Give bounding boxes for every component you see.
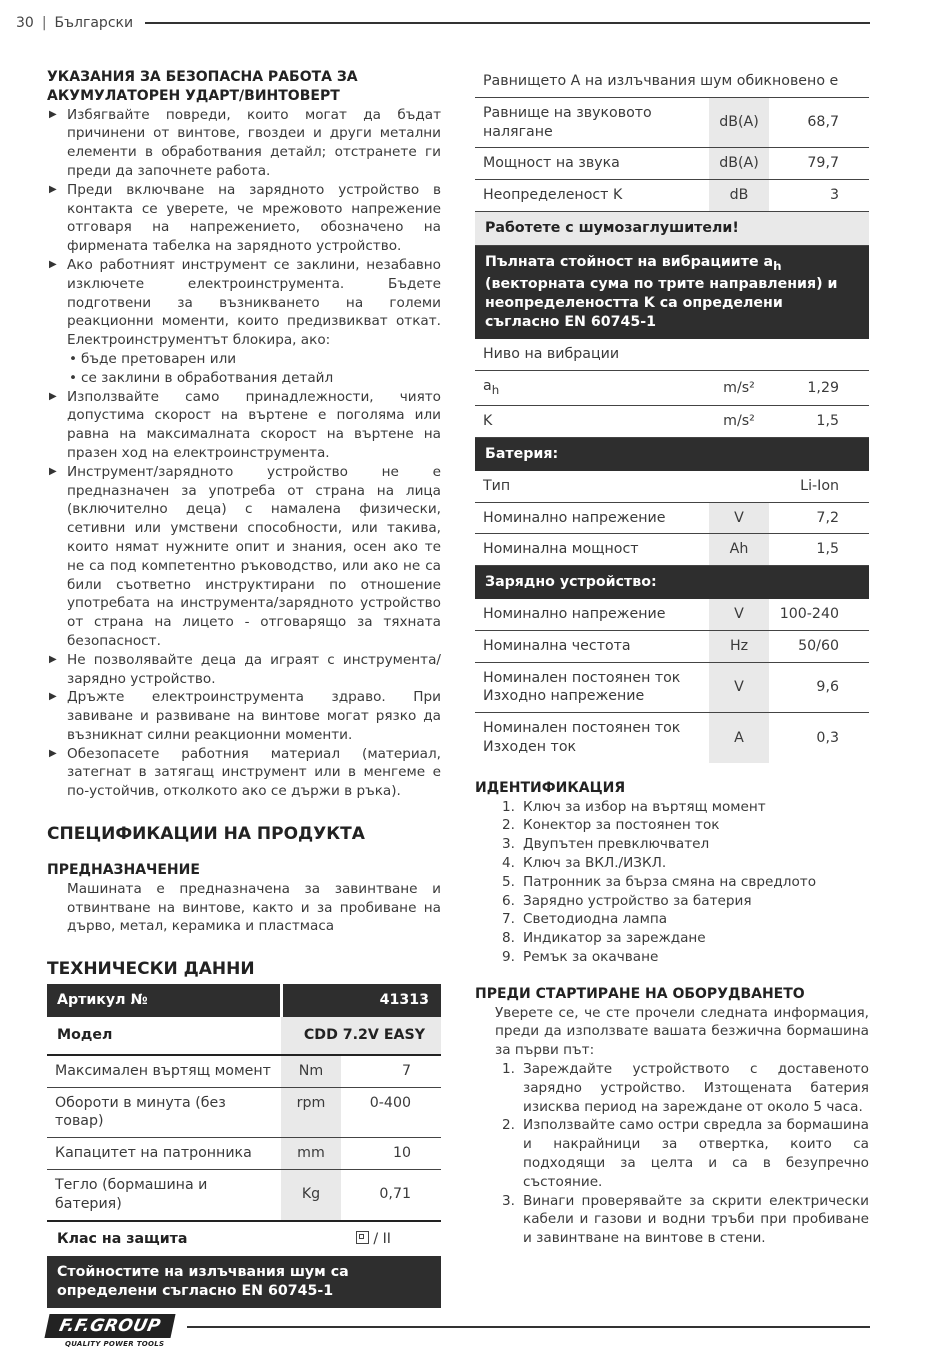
- charger-row: [475, 713, 869, 763]
- double-insulation-icon: [356, 1231, 369, 1244]
- protection-value-cell: [281, 1221, 441, 1257]
- charger-row-unit: A: [709, 713, 769, 763]
- tech-row-value: 0,71: [341, 1170, 441, 1221]
- tech-row-label: Капацитет на патронника: [47, 1138, 281, 1170]
- battery-row-value: 1,5: [769, 534, 869, 566]
- noise-note-row: [475, 68, 869, 97]
- noise-row: [475, 148, 869, 180]
- tech-row-unit: Nm: [281, 1055, 341, 1087]
- battery-row-value: Li-Ion: [769, 471, 869, 502]
- before-item-text: Използвайте само остри свредла за бормашина и накрайници за отвертка, които са подходящи за целта и са в безупречно състояние.: [523, 1117, 869, 1190]
- vib-symbol-sub: h: [491, 382, 500, 397]
- charger-row-unit: Hz: [709, 630, 769, 662]
- noise-header: Стойностите на излъчвания шум са определени съгласно EN 60745-1: [47, 1256, 441, 1308]
- battery-row: [475, 502, 869, 534]
- ident-item-text: Ключ за ВКЛ./ИЗКЛ.: [523, 854, 667, 871]
- right-column: [475, 68, 869, 1248]
- emissions-table: [475, 68, 869, 763]
- battery-row-label: Номинално напрежение: [475, 502, 709, 534]
- left-column: [47, 68, 441, 1308]
- vibration-level-row: [475, 339, 869, 370]
- before-item-text: Винаги проверявайте за скрити електрически кабели и газови и водни тръби при пробиване и завинтване на винтове в стени.: [523, 1192, 869, 1247]
- battery-row-unit: V: [709, 502, 769, 534]
- header-separator: |: [41, 15, 47, 31]
- ident-item: 3. Двупътен превключвател: [502, 836, 710, 853]
- charger-row: [475, 599, 869, 630]
- logo-text: F.F.GROUP: [44, 1314, 175, 1338]
- safety-item: ▶ Дръжте електроинструмента здраво. При завиване и развиване на винтове могат рязко да възникнат силни реакционни моменти.: [47, 688, 441, 744]
- battery-row-value: 7,2: [769, 502, 869, 534]
- noise-row-label: Равнище на звуковото налягане: [475, 97, 709, 148]
- tech-row-value: 0-400: [341, 1087, 441, 1138]
- tech-row: [47, 1087, 441, 1138]
- before-intro: Уверете се, че сте прочели следната информация, преди да използвате вашата безжична бормашина за първи път:: [495, 1004, 869, 1059]
- blocking-sublist: [67, 350, 441, 388]
- ident-list: [475, 798, 869, 967]
- footer-rule: [187, 1326, 870, 1328]
- noise-row-value: 3: [769, 180, 869, 212]
- ffgroup-logo: [47, 1314, 177, 1354]
- noise-row-unit: dB(A): [709, 148, 769, 180]
- vib-row-label: K: [475, 406, 709, 438]
- vib-row-unit: m/s²: [709, 406, 769, 438]
- battery-row: [475, 534, 869, 566]
- safety-item: ▶ Не позволявайте деца да играят с инструмента/ зарядно устройство.: [47, 651, 441, 689]
- noise-row-unit: dB: [709, 180, 769, 212]
- ident-item-text: Патронник за бърза смяна на свредлото: [523, 873, 817, 890]
- noise-row-value: 79,7: [769, 148, 869, 180]
- safety-item: [47, 256, 441, 388]
- safety-title: УКАЗАНИЯ ЗА БЕЗОПАСНА РАБОТА ЗА АКУМУЛАТОРЕН УДАРТ/ВИНТОВЕРТ: [47, 69, 358, 104]
- noise-row: [475, 180, 869, 212]
- ident-title: ИДЕНТИФИКАЦИЯ: [475, 779, 626, 796]
- vib-row-value: 1,29: [769, 370, 869, 406]
- tech-row-label: Обороти в минута (без товар): [47, 1087, 281, 1138]
- sub-item: • бъде претоварен или: [67, 350, 441, 369]
- noise-row-label: Мощност на звука: [475, 148, 709, 180]
- page-header: [16, 10, 870, 36]
- tech-row-unit: rpm: [281, 1087, 341, 1138]
- charger-header-row: [475, 566, 869, 599]
- article-value: 41313: [281, 984, 441, 1017]
- tech-row-unit: mm: [281, 1138, 341, 1170]
- before-item: 1. Зареждайте устройството с доставеното зарядно устройство. Изтощената батерия изисква период на зареждане от около 5 часа.: [502, 1060, 869, 1115]
- model-value: CDD 7.2V EASY: [281, 1017, 441, 1055]
- battery-header: Батерия:: [475, 438, 869, 471]
- safety-item-text: Ако работният инструмент се заклини, незабавно изключете електроинструмента. Бъдете подготвени за възникването на големи реакционни моменти, които предизвикват откат. Електроинструментът блокира, ако:: [67, 256, 441, 349]
- vib-row-label: [475, 370, 709, 406]
- safety-item: ▶ Избягвайте повреди, които могат да бъдат причинени от винтове, гвоздеи и други метални елементи в обработвания детайл; отстранете ги преди да започнете работа.: [47, 106, 441, 181]
- protection-row: [47, 1221, 441, 1257]
- charger-row-label: Номинален постоянен ток Изходен ток: [483, 720, 681, 755]
- before-list: [475, 1060, 869, 1248]
- vib-row-value: 1,5: [769, 406, 869, 438]
- protection-label: Клас на защита: [57, 1230, 188, 1247]
- charger-row-value: 9,6: [769, 662, 869, 713]
- ident-item: 5. Патронник за бърза смяна на свредлото: [502, 873, 817, 890]
- noise-note: Равнището А на излъчвания шум обикновено е: [475, 68, 869, 97]
- safety-item: ▶ Преди включване на зарядното устройство в контакта се уверете, че мрежовото напрежение отговаря на напрежението, обозначено на фирмената табелка на зарядното устройство.: [47, 181, 441, 256]
- article-row: [47, 984, 441, 1017]
- model-label: Модел: [47, 1017, 281, 1055]
- charger-row-value: 100-240: [769, 599, 869, 630]
- vib-row-unit: m/s²: [709, 370, 769, 406]
- tech-row-label: Тегло (бормашина и батерия): [47, 1170, 281, 1221]
- tech-row: [47, 1170, 441, 1221]
- ear-protection: Работете с шумозаглушители!: [475, 211, 869, 245]
- before-item-text: Зареждайте устройството с доставеното зарядно устройство. Изтощената батерия изисква период на зареждане от около 5 часа.: [523, 1060, 869, 1115]
- charger-row-value: 0,3: [816, 729, 839, 746]
- vib-symbol: a: [483, 377, 492, 394]
- battery-header-row: [475, 438, 869, 471]
- ident-item: 2. Конектор за постоянен ток: [502, 817, 720, 834]
- ident-item: 7. Светодиодна лампа: [502, 911, 668, 928]
- ident-item: 8. Индикатор за зареждане: [502, 930, 706, 947]
- before-title: ПРЕДИ СТАРТИРАНЕ НА ОБОРУДВАНЕТО: [475, 985, 805, 1002]
- protection-value: / II: [373, 1230, 391, 1247]
- safety-item: ▶ Инструмент/зарядното устройство не е предназначен за употреба от страна на лица (включително деца) с намалена физически, сетивни или умствени способности, или такива, които нямат нужните опит и знания, осен ако те не са под компетентно ръководство, или ако не са били съответно инструктирани по отношение употребата на инструмента/зарядното устройство от страна на лицето - отговарящо за тяхната безопасност.: [47, 463, 441, 651]
- battery-row-label: Тип: [475, 471, 709, 502]
- logo-tagline: QUALITY POWER TOOLS: [65, 1340, 165, 1348]
- ident-item-text: Ремък за окачване: [523, 948, 659, 965]
- ident-item-text: Ключ за избор на въртящ момент: [523, 798, 766, 815]
- battery-row-label: Номинална мощност: [475, 534, 709, 566]
- noise-row-unit: dB(A): [709, 97, 769, 148]
- charger-row-label: Номинален постоянен ток Изходно напрежение: [475, 662, 709, 713]
- before-item: 3. Винаги проверявайте за скрити електрически кабели и газови и водни тръби при пробиване и завинтване на винтове в стени.: [502, 1192, 869, 1247]
- purpose-text: Машината е предназначена за завинтване и отвинтване на винтове, както и за пробиване на дърво, метал, керамика и пластмаса: [67, 880, 441, 935]
- ear-protection-row: [475, 211, 869, 245]
- tech-title: ТЕХНИЧЕСКИ ДАННИ: [47, 959, 255, 980]
- article-label: Артикул №: [47, 984, 281, 1017]
- sub-item: • се заклини в обработвания детайл: [67, 369, 441, 388]
- vib-row: [475, 370, 869, 406]
- safety-item: ▶ Използвайте само принадлежности, чиято допустима скорост на въртене е поголяма или равна на максималната скорост на въртене на празен ход на електроинструмента.: [47, 388, 441, 463]
- ident-item: 9. Ремък за окачване: [502, 948, 659, 965]
- charger-row-label: Номинално напрежение: [475, 599, 709, 630]
- ident-item-text: Светодиодна лампа: [523, 911, 668, 928]
- ident-item: 4. Ключ за ВКЛ./ИЗКЛ.: [502, 854, 667, 871]
- vibration-header: [475, 245, 869, 339]
- ident-item: 6. Зарядно устройство за батерия: [502, 892, 752, 909]
- before-item: 2. Използвайте само остри свредла за бормашина и накрайници за отвертка, които са подходящи за целта и са в безупречно състояние.: [502, 1117, 869, 1190]
- noise-header-row: [47, 1256, 441, 1308]
- page-footer: [47, 1314, 870, 1354]
- vib-row: [475, 406, 869, 438]
- tech-row-unit: Kg: [281, 1170, 341, 1221]
- specs-title: СПЕЦИФИКАЦИИ НА ПРОДУКТА: [47, 824, 365, 845]
- safety-list: [47, 106, 441, 801]
- noise-row-label: Неопределеност K: [475, 180, 709, 212]
- charger-row: [475, 630, 869, 662]
- ident-item: 1. Ключ за избор на въртящ момент: [502, 798, 766, 815]
- purpose-title: ПРЕДНАЗНАЧЕНИЕ: [47, 862, 200, 879]
- battery-row: [475, 471, 869, 502]
- vibration-level: Ниво на вибрации: [475, 339, 869, 370]
- vibration-header-part1: Пълната стойност на вибрациите a: [485, 253, 774, 270]
- model-row: [47, 1017, 441, 1055]
- page-number: 30: [16, 15, 34, 31]
- header-rule: [145, 22, 870, 24]
- safety-item: ▶ Обезопасете работния материал (материал, затегнат в затягащ инструмент или в менгеме е по-устойчив, отколкото ако се държи в ръка).: [47, 745, 441, 801]
- header-language: Български: [54, 15, 134, 31]
- ident-item-text: Двупътен превключвател: [523, 836, 710, 853]
- ident-item-text: Индикатор за зареждане: [523, 930, 706, 947]
- tech-table: [47, 984, 441, 1308]
- charger-row-unit: V: [709, 599, 769, 630]
- ident-item-text: Зарядно устройство за батерия: [523, 892, 752, 909]
- charger-row-label: Номинална честота: [475, 630, 709, 662]
- charger-row-value: 50/60: [769, 630, 869, 662]
- battery-row-unit: [709, 471, 769, 502]
- charger-row-unit: V: [709, 662, 769, 713]
- noise-row: [475, 97, 869, 148]
- tech-row: [47, 1055, 441, 1087]
- vibration-header-part2: (векторната сума по трите направления) и неопределеността K са определени съгласно EN 60745-1: [485, 276, 838, 330]
- charger-header: Зарядно устройство:: [475, 566, 869, 599]
- noise-row-value: 68,7: [769, 97, 869, 148]
- vibration-header-row: [475, 245, 869, 339]
- tech-row-value: 7: [341, 1055, 441, 1087]
- battery-row-unit: Ah: [709, 534, 769, 566]
- charger-row: [475, 662, 869, 713]
- tech-row-value: 10: [341, 1138, 441, 1170]
- tech-row: [47, 1138, 441, 1170]
- vibration-header-sub: h: [773, 258, 782, 273]
- ident-item-text: Конектор за постоянен ток: [523, 817, 720, 834]
- tech-row-label: Максимален въртящ момент: [47, 1055, 281, 1087]
